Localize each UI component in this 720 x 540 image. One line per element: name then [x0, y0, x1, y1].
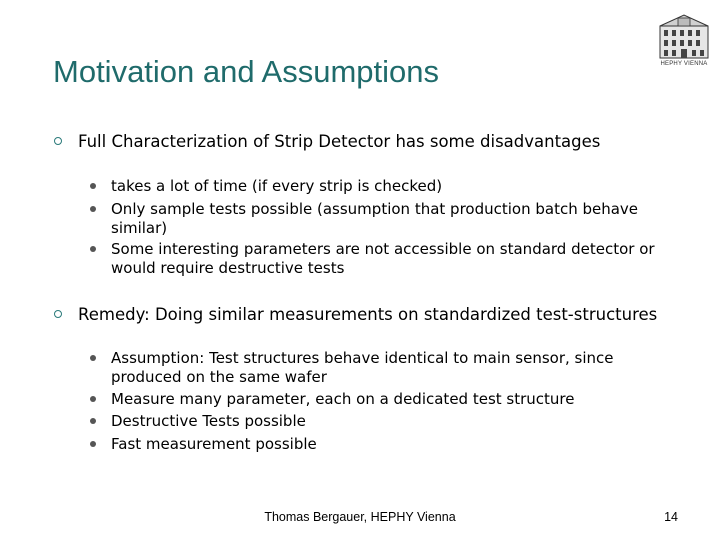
sub-bullet-2-1-text: Assumption: Test structures behave identical to main sensor, since produced on the same wafer — [111, 349, 614, 386]
sub-bullet-1-2-text: Only sample tests possible (assumption that production batch behave similar) — [111, 200, 639, 237]
sub-bullet-2-3-text: Destructive Tests possible — [111, 412, 306, 430]
dot-bullet-icon — [90, 206, 96, 212]
hollow-circle-bullet-icon — [54, 137, 62, 145]
dot-bullet-icon — [90, 441, 96, 447]
sub-bullet-2-2-text: Measure many parameter, each on a dedicated test structure — [111, 390, 575, 408]
dot-bullet-icon — [90, 396, 96, 402]
bullet-1 — [78, 132, 678, 151]
logo-label: HEPHY VIENNA — [660, 61, 708, 67]
bullet-1-text: Full Characterization of Strip Detector has some disadvantages — [78, 132, 601, 151]
sub-bullet-1-2 — [111, 200, 671, 238]
bullet-2-text: Remedy: Doing similar measurements on standardized test-structures — [78, 305, 658, 324]
page-number: 14 — [664, 510, 678, 524]
sub-bullet-1-3-text: Some interesting parameters are not accessible on standard detector or would require destructive tests — [111, 240, 655, 277]
sub-bullet-1-1-text: takes a lot of time (if every strip is checked) — [111, 177, 443, 195]
bullet-2 — [78, 305, 678, 324]
sub-bullet-2-4 — [111, 435, 671, 454]
hephy-logo — [658, 12, 710, 74]
sub-bullet-2-4-text: Fast measurement possible — [111, 435, 317, 453]
dot-bullet-icon — [90, 246, 96, 252]
dot-bullet-icon — [90, 355, 96, 361]
sub-bullet-1-3 — [111, 240, 671, 278]
hollow-circle-bullet-icon — [54, 310, 62, 318]
sub-bullet-2-3 — [111, 412, 671, 431]
sub-bullet-1-1 — [111, 177, 671, 196]
dot-bullet-icon — [90, 183, 96, 189]
slide-footer: Thomas Bergauer, HEPHY Vienna — [264, 510, 456, 524]
sub-bullet-2-2 — [111, 390, 671, 409]
dot-bullet-icon — [90, 418, 96, 424]
slide-title: Motivation and Assumptions — [53, 54, 439, 89]
sub-bullet-2-1 — [111, 349, 671, 387]
building-icon — [658, 12, 710, 60]
